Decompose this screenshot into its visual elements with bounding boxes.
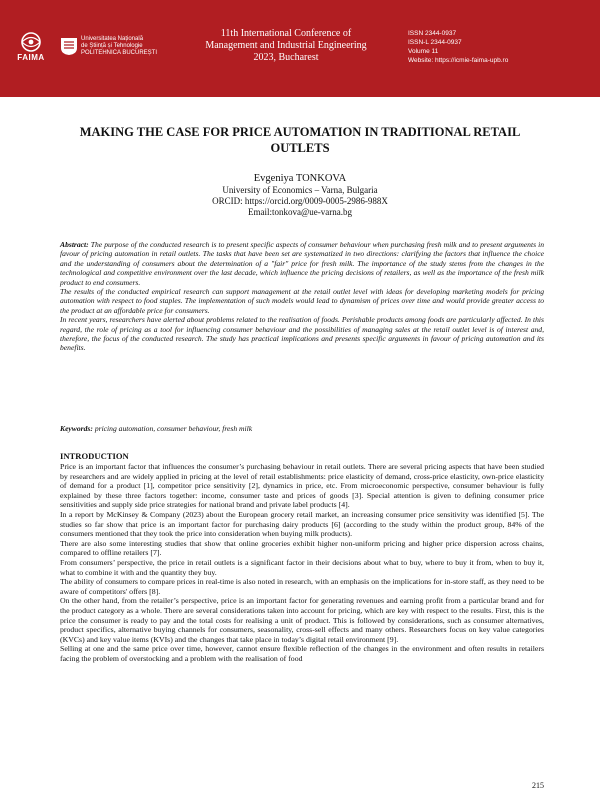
abstract-paragraph	[60, 240, 544, 287]
paper-title: MAKING THE CASE FOR PRICE AUTOMATION IN TRADITIONAL RETAIL OUTLETS	[79, 125, 521, 155]
abstract-paragraph: The results of the conducted empirical research can support management at the retail outlet level with ideas for developing marketing models for pricing automation with respect to food staples. The implementation of such models would lead to dynamism of prices over time and would provide greater access to the product at an affordable price for consumers.	[60, 287, 544, 315]
body-paragraph: The ability of consumers to compare prices in real-time is also noted in research, with an emphasis on the implications for in-store staff, as they need to be aware of competitors' offers [8].	[60, 577, 544, 596]
body-paragraph: There are also some interesting studies that show that online groceries exhibit higher non-uniform pricing and higher price dispersion across chains, compared to offline retailers [7].	[60, 538, 544, 558]
issn-l-line: ISSN-L 2344-0937	[408, 39, 462, 46]
faima-logo-text: FAIMA	[17, 52, 45, 62]
abstract-label: Abstract:	[60, 240, 89, 249]
upb-crest-icon	[60, 36, 78, 56]
abstract	[60, 240, 544, 353]
conference-line-3: 2023, Bucharest	[253, 52, 319, 63]
upb-line-1: Universitatea Națională	[81, 35, 144, 42]
upb-logo	[60, 36, 161, 57]
conference-name	[196, 28, 376, 64]
author-email: Email:tonkova@ue-varna.bg	[247, 207, 352, 217]
upb-line-3: POLITEHNICA BUCUREȘTI	[81, 49, 158, 56]
abstract-paragraph: In recent years, researchers have alerted about problems related to the realisation of foods. Perishable products among foods are particularly affected. In this regard, the role of pricing as a tool for influencing consumer behaviour and the possibilities of managing sales at the retail outlet level is of interest and, therefore, the focus of the conducted research. The study has practical implications and presents specific arguments in favour of pricing automation and its benefits.	[60, 315, 544, 353]
volume-line: Volume 11	[408, 48, 439, 55]
introduction-body	[60, 462, 544, 663]
abstract-text-1: The purpose of the conducted research is to present specific aspects of consumer behaviour when purchasing fresh milk and to present arguments in favour of pricing automation in retail outlets. The tasks that have been set are systematized in two directions: clarifying the factors that influence the choice and the understanding of consumers about the determination of a "fair" price for fresh milk. The importance of the study stems from the changes in the technological and competitive environment over the last decade, which influence the pricing decisions of retailers, as well as the importance of the fresh milk product to end consumers.	[60, 240, 544, 287]
issn-line: ISSN 2344-0937	[408, 30, 457, 37]
conference-line-1: 11th International Conference of	[220, 28, 352, 39]
body-paragraph: Selling at one and the same price over time, however, cannot ensure flexible reflection of the changes in the environment and often results in retailers facing the problem of overstocking and a problem with the realisation of food	[60, 644, 544, 663]
upb-logo-text	[81, 36, 161, 57]
section-heading-introduction: INTRODUCTION	[60, 451, 129, 461]
conference-header-band	[0, 0, 600, 97]
author-affiliation: University of Economics – Varna, Bulgaria	[222, 185, 378, 195]
header-logos	[8, 26, 161, 66]
keywords-label: Keywords:	[60, 424, 93, 433]
website-line: Website: https://icmie-faima-upb.ro	[408, 57, 509, 64]
issn-block	[408, 29, 508, 65]
faima-logo	[8, 26, 54, 66]
body-paragraph: On the other hand, from the retailer’s perspective, price is an important factor for generating revenues and earning profit from a particular brand and for the product category as a whole. There are several considerations taken into account for pricing, which are key with respect to the results. First, this is the price the consumer is ready to pay and the total costs for realising a unit of product. This is followed by considerations, such as consumer alternatives, product specifics, alternative buying channels for consumers, seasonality, cross-sell effects and many others. Researchers focus on key value categories (KVCs) and key value items (KVIs) and the changes that take place in today’s digital retail environment [9].	[60, 596, 544, 644]
conference-line-2: Management and Industrial Engineering	[205, 40, 367, 51]
body-paragraph: From consumers’ perspective, the price in retail outlets is a significant factor in their decisions about what to buy, where to buy it from, when to buy it, what to combine it with and the quantity they buy.	[60, 557, 544, 577]
body-paragraph: Price is an important factor that influences the consumer’s purchasing behaviour in retail outlets. There are several pricing aspects that have been studied by researchers and are widely applied in pricing at the level of retail establishments: price elasticity of demand, cross-price elasticity, own-price elasticity of demand for a product [1], competitor price sensitivity [2], dynamics in price, etc. From microeconomic perspective, consumer behaviour is fully explained by these three factors together: income, consumer taste and prices of goods [3]. Special attention is given to defining consumer price sensitivities and supply side price strategies for national brand and private label products [4].	[60, 462, 544, 510]
keywords-text: pricing automation, consumer behaviour, fresh milk	[94, 424, 253, 433]
author-orcid: ORCID: https://orcid.org/0009-0005-2986-988X	[212, 196, 388, 206]
author-name: Evgeniya TONKOVA	[253, 173, 347, 184]
upb-line-2: de Știință și Tehnologie	[81, 42, 143, 49]
keywords	[60, 424, 544, 433]
faima-emblem-icon	[16, 31, 46, 53]
page-number: 215	[532, 781, 544, 790]
author-block	[150, 172, 450, 218]
body-paragraph: In a report by McKinsey & Company (2023) about the European grocery retail market, an increasing consumer price sensitivity was identified [5]. The studies so far show that price is an important factor for purchasing dairy products [6] (according to the study within the product group, 84% of the consumers mentioned that they took the price into consideration when buying milk products).	[60, 509, 544, 539]
